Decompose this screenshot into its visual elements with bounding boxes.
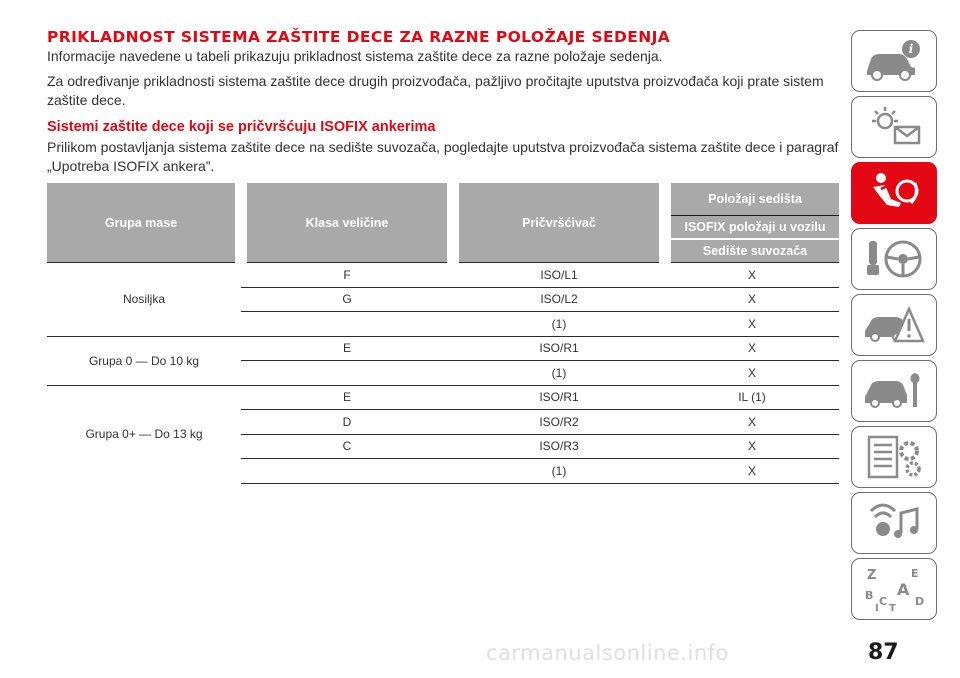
multimedia-icon (861, 499, 927, 547)
tab-safety[interactable] (851, 162, 937, 224)
page-title: PRIKLADNOST SISTEMA ZAŠTITE DECE ZA RAZNE POLOŽAJE SEDENJA (47, 28, 671, 46)
svg-text:E: E (911, 567, 919, 580)
svg-text:C: C (879, 595, 888, 608)
svg-text:Z: Z (867, 568, 877, 583)
svg-text:i: i (908, 42, 914, 56)
header-size-class: Klasa veličine (241, 183, 453, 263)
car-emergency-icon (861, 301, 927, 349)
tab-steering[interactable] (851, 228, 937, 290)
value-cell: X (665, 410, 839, 435)
table-row (47, 385, 839, 410)
tab-dashboard-lights[interactable] (851, 96, 937, 158)
steering-wheel-icon (861, 235, 927, 283)
header-fixture: Pričvršćivač (453, 183, 665, 263)
value-cell: X (665, 434, 839, 459)
value-cell: X (665, 361, 839, 386)
size-cell (241, 361, 453, 386)
technical-data-icon (861, 433, 927, 481)
fixture-cell: ISO/R1 (453, 336, 665, 361)
header-passenger-seat: Sedište suvozača (665, 239, 839, 263)
index-icon (861, 565, 927, 613)
svg-text:B: B (865, 589, 874, 602)
size-cell: D (241, 410, 453, 435)
table-row (47, 336, 839, 361)
fixture-cell: ISO/R2 (453, 410, 665, 435)
airbag-icon (861, 169, 927, 217)
tab-car-info[interactable] (851, 30, 937, 92)
table-body (47, 263, 839, 484)
fixture-cell: (1) (453, 459, 665, 484)
size-cell: E (241, 336, 453, 361)
intro-paragraph: Informacije navedene u tabeli prikazuju prikladnost sistema zaštite dece za razne položaje sedenja. (47, 48, 663, 64)
isofix-suitability-table (47, 183, 839, 484)
value-cell: X (665, 263, 839, 288)
fixture-cell: ISO/L2 (453, 287, 665, 312)
note-paragraph: Za određivanje prikladnosti sistema zaštite dece drugih proizvođača, pažljivo pročitajte uputstva proizvođača koji prate sistem zaštite dece. (47, 73, 824, 108)
svg-text:I: I (875, 603, 879, 613)
header-isofix-positions: ISOFIX položaji u vozilu (665, 216, 839, 240)
section-subtitle: Sistemi zaštite dece koji se pričvršćuju ISOFIX ankerima (47, 119, 436, 135)
dashboard-lights-icon (861, 103, 927, 151)
isofix-paragraph: Prilikom postavljanja sistema zaštite dece na sedište suvozača, pogledajte uputstva proizvođača sistema zaštite dece i paragraf „Upotreba ISOFIX ankera”. (47, 139, 839, 174)
value-cell: X (665, 287, 839, 312)
fixture-cell: ISO/R3 (453, 434, 665, 459)
tab-multimedia[interactable] (851, 492, 937, 554)
size-cell (241, 312, 453, 337)
tab-service[interactable] (851, 360, 937, 422)
tab-emergency[interactable] (851, 294, 937, 356)
size-cell: F (241, 263, 453, 288)
header-mass-group: Grupa mase (47, 183, 241, 263)
value-cell: X (665, 459, 839, 484)
size-cell: G (241, 287, 453, 312)
group-cell: Grupa 0 — Do 10 kg (47, 336, 241, 385)
fixture-cell: (1) (453, 312, 665, 337)
watermark: carmanualsonline.info (486, 641, 729, 665)
svg-text:D: D (915, 595, 925, 608)
value-cell: X (665, 336, 839, 361)
svg-text:T: T (889, 603, 896, 613)
size-cell (241, 459, 453, 484)
page-number: 87 (868, 640, 899, 665)
svg-text:A: A (897, 580, 910, 599)
fixture-cell: ISO/R1 (453, 385, 665, 410)
fixture-cell: (1) (453, 361, 665, 386)
table-row (47, 263, 839, 288)
value-cell: X (665, 312, 839, 337)
page-content (47, 28, 839, 182)
value-cell: IL (1) (665, 385, 839, 410)
tab-technical-data[interactable] (851, 426, 937, 488)
fixture-cell: ISO/L1 (453, 263, 665, 288)
size-cell: C (241, 434, 453, 459)
car-info-icon (861, 37, 927, 85)
group-cell: Grupa 0+ — Do 13 kg (47, 385, 241, 483)
size-cell: E (241, 385, 453, 410)
tab-index[interactable] (851, 558, 937, 620)
header-seat-positions: Položaji sedišta (665, 183, 839, 216)
chapter-tabs (851, 30, 941, 624)
group-cell: Nosiljka (47, 263, 241, 337)
car-service-icon (861, 367, 927, 415)
